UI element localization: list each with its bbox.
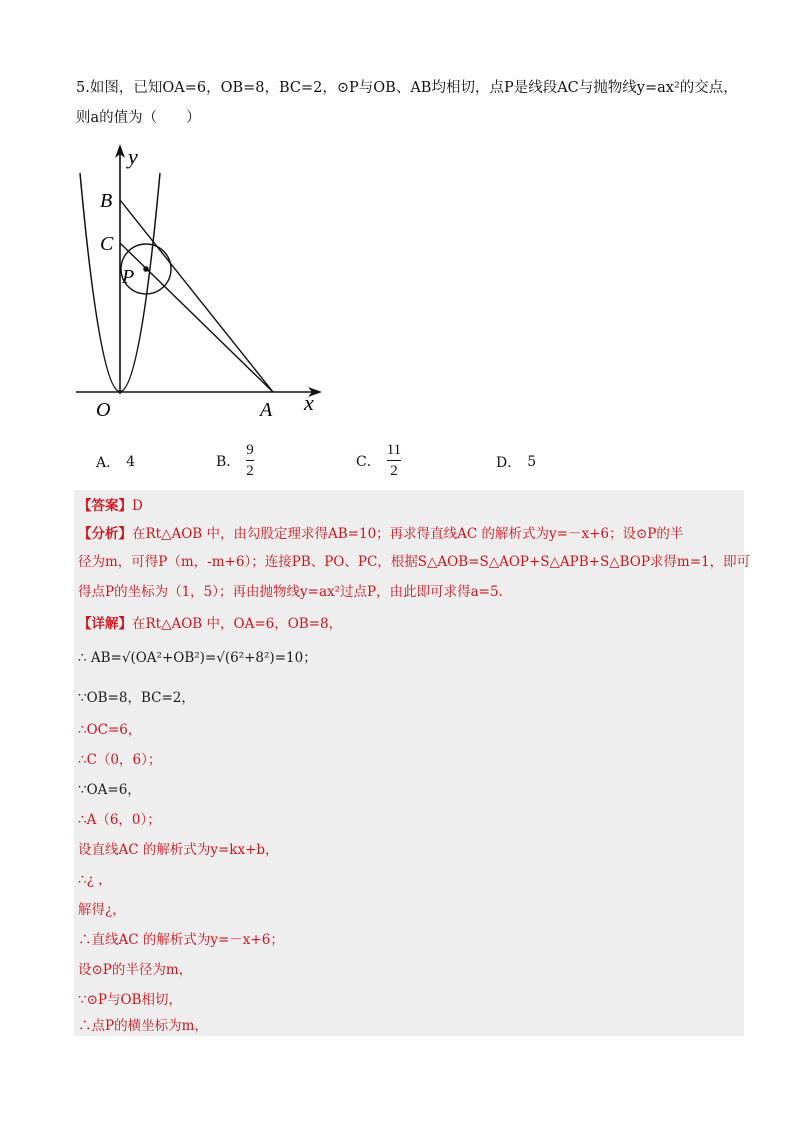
- geometry-figure: [74, 140, 334, 425]
- analysis-line-1: [78, 524, 683, 544]
- detail-line-6: ∵OA=6，: [78, 782, 141, 798]
- detail-line-3: ∵OB=8，BC=2，: [78, 690, 195, 706]
- analysis-label: 【分析】: [78, 526, 132, 542]
- answer-label: 【答案】: [78, 498, 132, 514]
- option-a-letter: A．: [96, 455, 121, 471]
- option-b-fraction: [246, 442, 254, 479]
- label-a: A: [260, 399, 273, 421]
- question-line-2: 则a的值为（ ）: [76, 110, 201, 126]
- answer-value: D: [132, 498, 143, 514]
- option-b-letter: B．: [216, 453, 241, 470]
- analysis-text-1: 在Rt△AOB 中，由勾股定理求得AB=10；再求得直线AC 的解析式为y=－x+6；设⊙P的半: [132, 526, 684, 542]
- label-x: x: [304, 390, 314, 415]
- detail-line-7: ∴A（6，0）；: [78, 812, 161, 828]
- option-d-letter: D．: [496, 455, 522, 471]
- detail-line-5: ∴C（0，6）；: [78, 752, 162, 768]
- option-c-letter: C．: [356, 453, 381, 470]
- detail-line-2: ∴ AB=√(OA²+OB²)=√(6²+8²)=10；: [78, 650, 317, 666]
- question-line-1: 5.如图，已知OA=6，OB=8，BC=2，⊙P与OB、AB均相切，点P是线段AC与抛物线y=ax²的交点，: [76, 80, 738, 96]
- option-b-numerator: 9: [246, 442, 254, 458]
- label-b: B: [100, 190, 113, 212]
- option-d[interactable]: [496, 452, 536, 472]
- label-c: C: [100, 233, 114, 255]
- option-c[interactable]: [356, 442, 401, 479]
- solution-panel: [74, 490, 751, 1036]
- point-p: [143, 266, 149, 272]
- detail-label: 【详解】: [78, 616, 132, 632]
- detail-line-1: [78, 614, 342, 634]
- option-d-value: 5: [527, 454, 537, 470]
- analysis-line-3: 得点P的坐标为（1，5）；再由抛物线y=ax²过点P，由此即可求得a=5.: [78, 584, 503, 600]
- option-a[interactable]: [96, 452, 135, 472]
- detail-line-12: 设⊙P的半径为m，: [78, 962, 193, 978]
- detail-line-10: 解得¿，: [78, 902, 126, 918]
- option-c-denominator: 2: [390, 463, 398, 479]
- detail-line-4: ∴OC=6，: [78, 722, 142, 738]
- label-p: P: [122, 266, 135, 288]
- option-a-value: 4: [126, 454, 136, 470]
- detail-text-1: 在Rt△AOB 中，OA=6，OB=8，: [132, 616, 343, 632]
- detail-line-9: ∴¿ ，: [78, 872, 112, 888]
- detail-line-14: ∴点P的横坐标为m，: [78, 1018, 208, 1034]
- option-c-fraction: [387, 442, 401, 479]
- label-o: O: [96, 399, 111, 421]
- analysis-line-2: 径为m，可得P（m，-m+6）；连接PB、PO、PC，根据S△AOB=S△AOP+S△APB+S△BOP求得m=1，即可: [78, 554, 751, 570]
- detail-line-8: 设直线AC 的解析式为y=kx+b，: [78, 842, 279, 858]
- detail-line-11: ∴直线AC 的解析式为y=－x+6；: [78, 932, 284, 948]
- option-c-numerator: 11: [386, 442, 402, 458]
- detail-line-13: ∵⊙P与OB相切，: [78, 992, 182, 1008]
- answer-line: [78, 496, 143, 516]
- option-b[interactable]: [216, 442, 254, 479]
- label-y: y: [128, 144, 138, 169]
- option-b-denominator: 2: [246, 463, 254, 479]
- segment-BA: [120, 200, 273, 392]
